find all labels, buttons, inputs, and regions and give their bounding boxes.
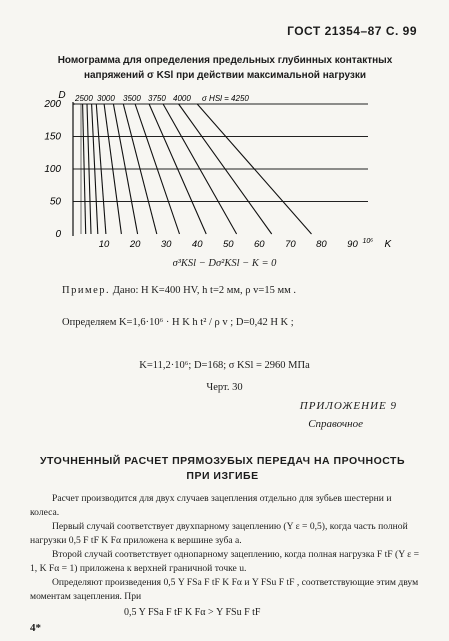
figure-number: Черт. 30	[206, 382, 243, 393]
section-title-2: ПРИ ИЗГИБЕ	[186, 470, 259, 482]
inequality: 0,5 Y FSa F tF K Fα > Y FSu F tF	[124, 607, 261, 618]
figure-caption-line-1: Номограмма для определения предельных глубинных контактных	[57, 55, 393, 66]
paragraph-3: Второй случай соответствует однопарному зацеплению, когда полная нагрузка F tF (Y ε = 1, K Fα = 1) приложена к верхней граничной точке u.	[30, 549, 420, 574]
top-label-5: σ HSl = 4250	[202, 94, 249, 103]
example-given: Дано: H K=400 HV, h t=2 мм, ρ v=15 мм .	[112, 285, 296, 296]
top-label-0: 2500	[75, 94, 93, 103]
paragraph-4: Определяют произведения 0,5 Y FSa F tF K Fα и Y FSu F tF , соответствующие этим двум моментам зацепления. При	[30, 577, 419, 602]
appendix-title: ПРИЛОЖЕНИЕ 9	[299, 400, 397, 412]
y-tick-label-4: 200	[44, 99, 61, 110]
section-title-1: УТОЧНЕННЫЙ РАСЧЕТ ПРЯМОЗУБЫХ ПЕРЕДАЧ НА ПРОЧНОСТЬ	[39, 455, 406, 467]
example-label: Пример.	[62, 285, 111, 296]
chart-top-labels	[74, 94, 249, 103]
chart-grid	[73, 104, 368, 202]
chart-ticks	[43, 90, 392, 250]
x-tick-label-5: 60	[254, 239, 265, 250]
y-axis-label: D	[58, 90, 66, 101]
paragraph-2: Первый случай соответствует двухпарному зацеплению (Y ε = 0,5), когда часть полной нагрузки 0,5 F tF K Fα приложена к вершине зуба a.	[30, 521, 408, 546]
equation-main: σ³KSl − Dσ²KSl − K = 0	[172, 258, 277, 269]
x-tick-label-0: 10	[98, 239, 110, 250]
y-tick-label-3: 150	[44, 131, 61, 143]
top-label-2: 3500	[123, 94, 141, 103]
x-tick-label-4: 50	[222, 239, 234, 250]
nomogram-chart	[0, 84, 449, 254]
example-line	[62, 285, 296, 296]
x-tick-label-8: 90	[347, 239, 358, 250]
paragraph-1: Расчет производится для двух случаев зацепления отдельно для зубьев шестерни и колеса.	[30, 493, 392, 518]
y-tick-label-2: 100	[44, 164, 61, 175]
top-label-3: 3750	[148, 94, 166, 103]
x-tick-label-6: 70	[285, 239, 296, 250]
determine-line: Определяем K=1,6·10⁶ · H K h t² / ρ v ; D=0,42 H K ;	[62, 317, 294, 328]
y-tick-label-0: 0	[55, 229, 61, 240]
x-tick-label-1: 20	[129, 239, 141, 250]
x-axis-label: K	[384, 239, 392, 250]
result-line: K=11,2·10⁶; D=168; σ KSl = 2960 МПа	[139, 360, 310, 371]
figure-caption-line-2: напряжений σ KSl при действии максимальной нагрузки	[83, 70, 367, 81]
x-unit-label: 10⁶	[362, 238, 374, 245]
x-tick-label-7: 80	[316, 239, 327, 250]
page-footer-mark: 4*	[30, 622, 41, 634]
top-label-1: 3000	[97, 94, 115, 103]
top-label-4: 4000	[173, 94, 191, 103]
page-header: ГОСТ 21354–87 С. 99	[287, 24, 417, 38]
y-tick-label-1: 50	[49, 196, 61, 208]
appendix-subtitle: Справочное	[308, 418, 363, 430]
x-tick-label-3: 40	[191, 239, 203, 250]
x-tick-label-2: 30	[160, 239, 172, 250]
